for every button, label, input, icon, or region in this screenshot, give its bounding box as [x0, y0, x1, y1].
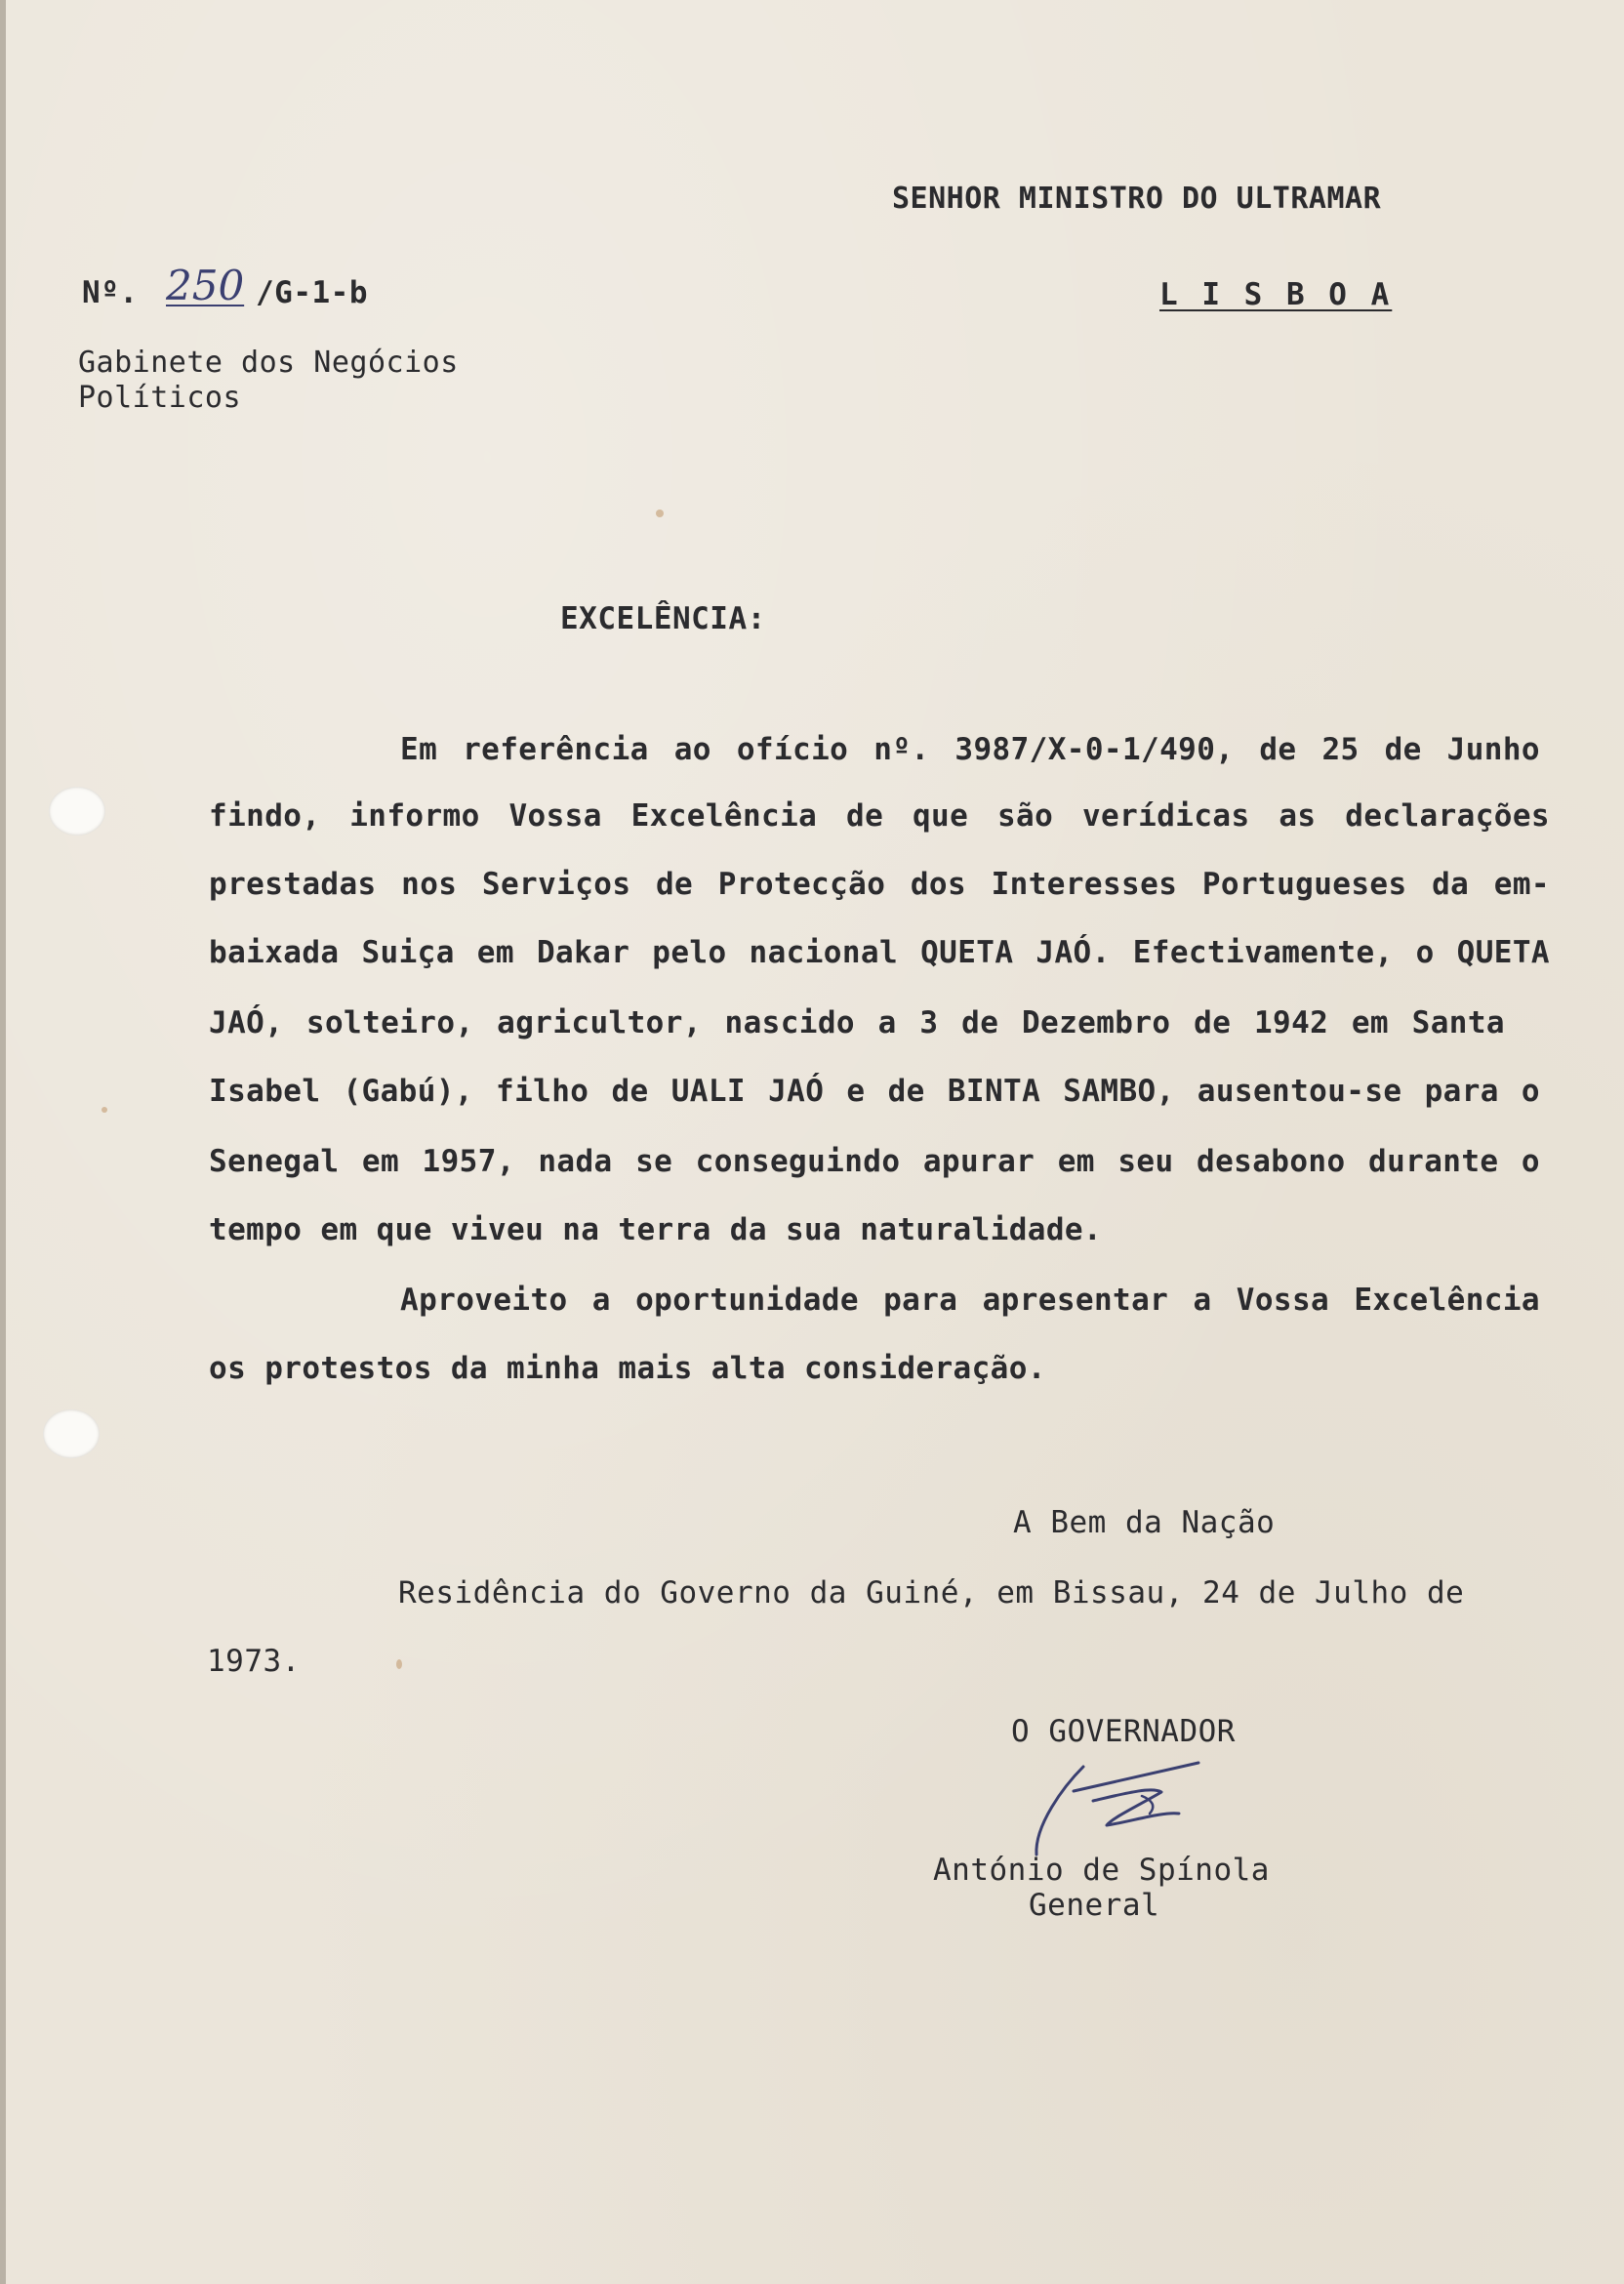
paper-stain: [396, 1659, 402, 1669]
place-date-year: 1973.: [207, 1644, 301, 1679]
department-name-continued: Políticos: [78, 381, 242, 415]
body-line: Em referência ao ofício nº. 3987/X-0-1/490, de 25 de Junho: [400, 732, 1540, 767]
body-line: Aproveito a oportunidade para apresentar a Vossa Excelência: [400, 1283, 1540, 1318]
signatory-rank: General: [1029, 1888, 1160, 1923]
signatory-name: António de Spínola: [933, 1853, 1270, 1888]
signatory-title: O GOVERNADOR: [1011, 1714, 1236, 1749]
reference-suffix: /G-1-b: [256, 275, 368, 310]
signature: [1015, 1757, 1210, 1864]
reference-prefix: Nº.: [82, 275, 139, 310]
paper-stain: [656, 510, 664, 517]
body-line: Senegal em 1957, nada se conseguindo apurar em seu desabono durante o: [209, 1144, 1540, 1179]
recipient-city: L I S B O A: [1159, 277, 1393, 312]
body-line: tempo em que viveu na terra da sua naturalidade.: [209, 1212, 1103, 1247]
reference-number-handwritten: 250: [166, 262, 245, 309]
body-line: findo, informo Vossa Excelência de que são verídicas as declarações: [209, 798, 1550, 834]
page-edge-shadow: [0, 0, 6, 2284]
body-line: prestadas nos Serviços de Protecção dos Interesses Portugueses da em-: [209, 867, 1550, 902]
salutation: EXCELÊNCIA:: [560, 601, 766, 636]
punch-hole-top: [49, 787, 105, 836]
punch-hole-bottom: [43, 1409, 100, 1458]
body-line: os protestos da minha mais alta consideração.: [209, 1351, 1046, 1386]
department-name: Gabinete dos Negócios: [78, 346, 459, 380]
place-date-line: Residência do Governo da Guiné, em Bissau, 24 de Julho de: [398, 1575, 1465, 1611]
paper-stain: [102, 1107, 107, 1113]
body-line: Isabel (Gabú), filho de UALI JAÓ e de BINTA SAMBO, ausentou-se para o: [209, 1074, 1540, 1109]
body-line: baixada Suiça em Dakar pelo nacional QUETA JAÓ. Efectivamente, o QUETA: [209, 935, 1550, 970]
body-line: JAÓ, solteiro, agricultor, nascido a 3 de Dezembro de 1942 em Santa: [209, 1005, 1505, 1040]
recipient-title: SENHOR MINISTRO DO ULTRAMAR: [892, 182, 1382, 216]
closing-motto: A Bem da Nação: [1013, 1505, 1276, 1540]
